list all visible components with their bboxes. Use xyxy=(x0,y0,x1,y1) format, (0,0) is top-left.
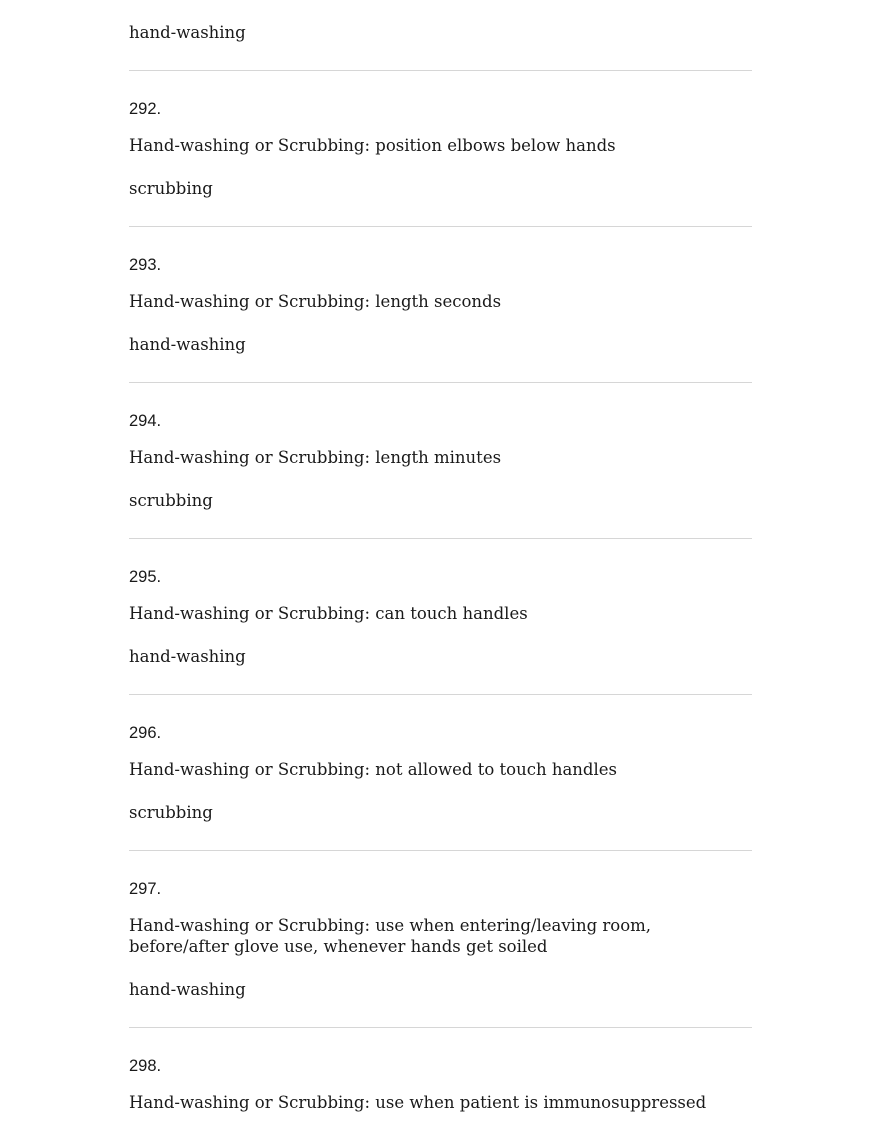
card-292 xyxy=(129,71,752,199)
card-question: Hand-washing or Scrubbing: not allowed to touch handles xyxy=(129,760,618,779)
card-295 xyxy=(129,539,752,667)
card-question: Hand-washing or Scrubbing: use when entering/leaving room, before/after glove use, whenever hands get soiled xyxy=(129,916,652,956)
card-question: Hand-washing or Scrubbing: use when patient is immunosuppressed xyxy=(129,1093,707,1112)
card-296 xyxy=(129,695,752,823)
card-answer: hand-washing xyxy=(129,335,246,354)
card-answer: hand-washing xyxy=(129,980,246,999)
card-question: Hand-washing or Scrubbing: length seconds xyxy=(129,292,502,311)
card-294 xyxy=(129,383,752,511)
card-291-answer: hand-washing xyxy=(129,23,246,42)
card-answer: scrubbing xyxy=(129,803,213,822)
card-question: Hand-washing or Scrubbing: can touch handles xyxy=(129,604,528,623)
card-297 xyxy=(129,851,752,1000)
card-number: 297. xyxy=(129,880,162,898)
card-question: Hand-washing or Scrubbing: length minutes xyxy=(129,448,502,467)
card-293 xyxy=(129,227,752,355)
card-number: 296. xyxy=(129,724,162,742)
card-number: 295. xyxy=(129,568,162,586)
card-question: Hand-washing or Scrubbing: position elbows below hands xyxy=(129,136,616,155)
card-number: 292. xyxy=(129,100,162,118)
card-298 xyxy=(129,1028,752,1113)
card-answer: hand-washing xyxy=(129,647,246,666)
card-number: 294. xyxy=(129,412,162,430)
card-number: 293. xyxy=(129,256,162,274)
card-list xyxy=(129,0,752,1113)
card-number: 298. xyxy=(129,1057,162,1075)
card-answer: scrubbing xyxy=(129,179,213,198)
card-answer: scrubbing xyxy=(129,491,213,510)
